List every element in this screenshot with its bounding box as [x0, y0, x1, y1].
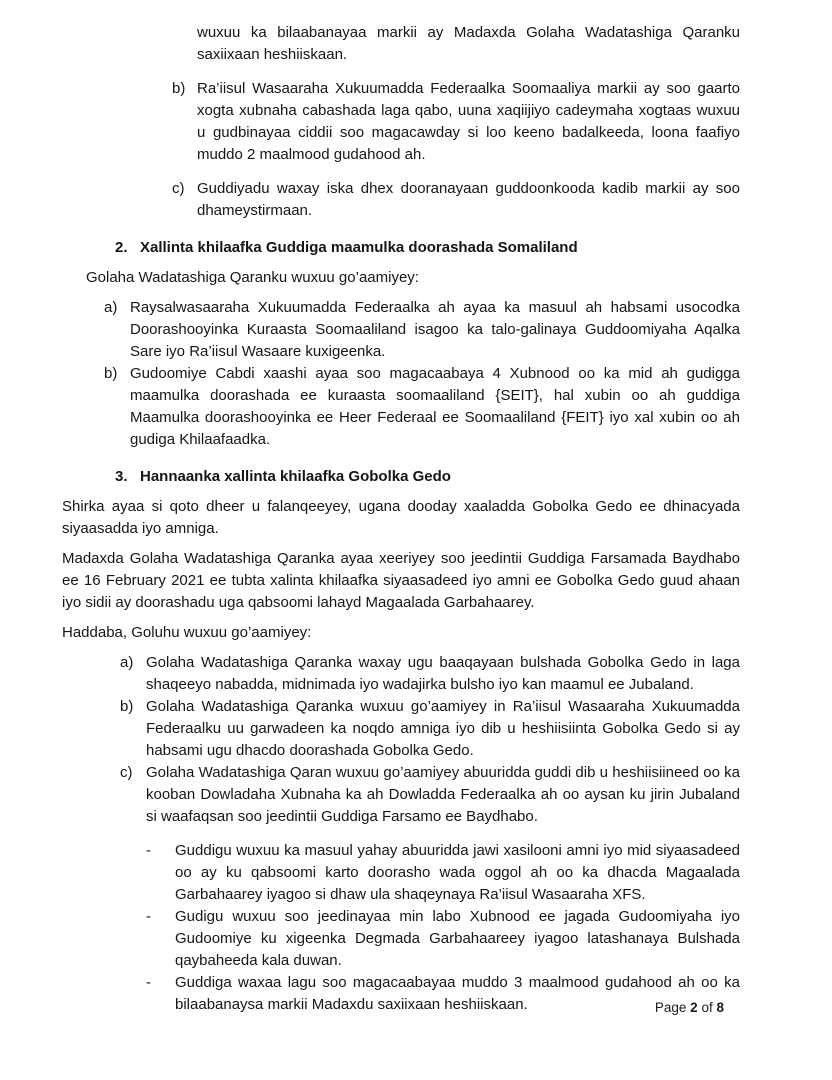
list-item-b [62, 696, 740, 762]
list-marker: b) [120, 698, 134, 715]
list-item-text: Ra’iisul Wasaaraha Xukuumadda Federaalka Soomaaliya markii ay soo gaarto xogta xubnaha cabashada laga qabo, uuna xaqiijiyo cadeymaha xogtaas wuxuu u gudbinayaa ciddii soo magacawday si loo keeno badalkeeda, loona faafiyo muddo 2 maalmood gudahood ah. [197, 80, 740, 163]
section2-intro: Golaha Wadatashiga Qaranku wuxuu go’aamiyey: [86, 269, 419, 286]
section3-title: Hannaanka xallinta khilaafka Gobolka Gedo [140, 468, 451, 485]
dash-marker: - [146, 842, 151, 859]
list-item-text: Raysalwasaaraha Xukuumadda Federaalka ah ayaa ka masuul ah habsami usocodka Doorashooyinka Kuraasta Soomaaliland isagoo ka talo-galinaya Guddoomiyaha Aqalka Sare iyo Ra’iisul Wasaare kuxigeenka. [130, 299, 740, 360]
list-item-a [62, 652, 740, 696]
list-marker: a) [120, 654, 134, 671]
dash-item-text: Gudigu wuxuu soo jeedinayaa min labo Xubnood ee jagada Gudoomiyaha iyo Gudoomiye ku xigeenka Degmada Garbahaareey iyagoo latashanaya Bulshada qaybaheeda kala duwan. [175, 908, 740, 969]
section3-heading [62, 466, 740, 488]
section2-title: Xallinta khilaafka Guddiga maamulka doorashada Somaliland [140, 239, 578, 256]
list-item-text: Gudoomiye Cabdi xaashi ayaa soo magacaabaya 4 Xubnood oo ka mid ah gudigga maamulka doorashada ee kuraasta soomaaliland {SEIT}, hal xubin oo ah guddiga Maamulka doorashooyinka ee Heer Federaal ee Soomaaliland {FEIT} iyo xal xubin oo ah gudiga Khilaafaadka. [130, 365, 740, 448]
section3-list [62, 652, 740, 828]
list-marker: a) [104, 299, 118, 316]
section3-intro: Haddaba, Goluhu wuxuu go’aamiyey: [62, 624, 312, 641]
dash-item-text: Guddiga waxaa lagu soo magacaabayaa muddo 3 maalmood gudahood ah oo ka bilaabanaysa markii Madaxdu saxiixaan heshiiskaan. [175, 974, 740, 1013]
list-item-b [62, 363, 740, 451]
section2-list [62, 297, 740, 451]
footer-page-number: 2 [690, 1000, 698, 1015]
section3-dash-list [62, 840, 740, 1016]
dash-item [62, 972, 740, 1016]
list-marker: b) [104, 365, 118, 382]
section1-list [62, 78, 740, 222]
list-item-text: Golaha Wadatashiga Qaranka wuxuu go’aamiyey in Ra’iisul Wasaaraha Xukuumadda Federaalku uu garwadeen ka noqdo amniga iyo dib u heshiisiinta Gobolka Gedo si ay habsami ugu dhacdo doorashada Gobolka Gedo. [146, 698, 740, 759]
list-item-a [62, 297, 740, 363]
dash-item-text: Guddigu wuxuu ka masuul yahay abuuridda jawi xasilooni amni iyo mid siyaasadeed oo ay ku qabsoomi karto doorasho wada oggol ah oo ka dhacda Magaalada Garbahaarey iyagoo si dhaw ula shaqeynaya Ra’iisul Wasaaraha XFS. [175, 842, 740, 903]
list-item-text: Golaha Wadatashiga Qaranka waxay ugu baaqayaan bulshada Gobolka Gedo in laga shaqeeyo nabadda, midnimada iyo wadajirka bulsho iyo kan maamul ee Jubaland. [146, 654, 740, 693]
list-item-b [62, 78, 740, 166]
list-item-text: Guddiyadu waxay iska dhex dooranayaan guddoonkooda kadib markii ay soo dhameystirmaan. [197, 180, 740, 219]
footer-label: Page [654, 1000, 687, 1015]
section3-number: 3. [115, 468, 128, 485]
footer-of: of [701, 1000, 713, 1015]
list-marker: b) [172, 80, 186, 97]
dash-item [62, 840, 740, 906]
list-item-c [62, 762, 740, 828]
continuation-paragraph: wuxuu ka bilaabanayaa markii ay Madaxda Golaha Wadatashiga Qaranku saxiixaan heshiiskaan. [197, 24, 740, 63]
footer-total-pages: 8 [716, 1000, 724, 1015]
list-item-text: Golaha Wadatashiga Qaran wuxuu go’aamiyey abuuridda guddi dib u heshiisiineed oo ka kooban Dowladaha Xubnaha ka ah Dowladda Federaalka ah oo aysan ku jirin Jubaland si waafaqsan soo jeedintii Guddiga Farsamo ee Baydhabo. [146, 764, 740, 825]
list-marker: c) [120, 764, 133, 781]
dash-marker: - [146, 908, 151, 925]
page-footer [655, 1000, 724, 1016]
list-marker: c) [172, 180, 185, 197]
section2-heading [62, 237, 740, 259]
dash-marker: - [146, 974, 151, 991]
section3-paragraph-2: Madaxda Golaha Wadatashiga Qaranka ayaa xeeriyey soo jeedintii Guddiga Farsamada Baydhabo ee 16 February 2021 ee tubta xalinta khilaafka siyaasadeed iyo amni ee Gobolka Gedo guud ahaan iyo sidii ay doorashadu uga qabsoomi lahayd Magaalada Garbahaarey. [62, 550, 740, 611]
section2-number: 2. [115, 239, 128, 256]
section3-paragraph-1: Shirka ayaa si qoto dheer u falanqeeyey, ugana dooday xaaladda Gobolka Gedo ee dhinacyada siyaasadda iyo amniga. [62, 498, 740, 537]
list-item-c [62, 178, 740, 222]
dash-item [62, 906, 740, 972]
